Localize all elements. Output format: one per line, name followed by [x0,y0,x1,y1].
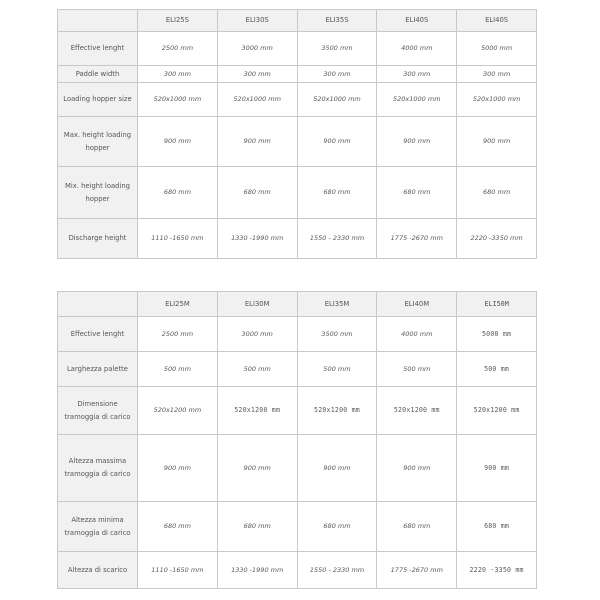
table-cell: 680 mm [457,502,537,552]
table-cell: 520x1000 mm [457,83,537,117]
spec-table-m-series [57,291,537,589]
table-row [58,317,537,352]
table-cell: 500 mm [377,352,457,387]
table-row [58,66,537,83]
table-row [58,435,537,502]
row-label: Discharge height [58,219,138,259]
table-cell: 520x1000 mm [297,83,377,117]
table-cell: 1775 -2670 mm [377,552,457,589]
row-label: Altezza minima tramoggia di carico [58,502,138,552]
column-header: ELI30S [217,10,297,32]
row-label: Effective lenght [58,317,138,352]
row-label: Paddle width [58,66,138,83]
row-label: Loading hopper size [58,83,138,117]
table-cell: 900 mm [138,435,218,502]
table-cell: 3500 mm [297,317,377,352]
column-header: ELI50M [457,292,537,317]
table-cell: 900 mm [297,117,377,167]
table-cell: 2500 mm [138,32,218,66]
table-cell: 680 mm [297,167,377,219]
table-cell: 300 mm [377,66,457,83]
table-row [58,352,537,387]
table-cell: 3500 mm [297,32,377,66]
table-cell: 5000 mm [457,32,537,66]
table-cell: 900 mm [377,117,457,167]
row-label: Dimensione tramoggia di carico [58,387,138,435]
table-cell: 680 mm [138,502,218,552]
table-cell: 500 mm [138,352,218,387]
header-corner-cell [58,292,138,317]
table-row [58,83,537,117]
table-cell: 680 mm [377,502,457,552]
column-header: ELI40S [377,10,457,32]
table-cell: 2220 -3350 mm [457,219,537,259]
table-cell: 5000 mm [457,317,537,352]
table-cell: 680 mm [457,167,537,219]
table-cell: 1110 -1650 mm [138,552,218,589]
table-row [58,32,537,66]
table-row [58,552,537,589]
table-cell: 680 mm [217,502,297,552]
column-header: ELI40S [457,10,537,32]
table-cell: 3000 mm [217,317,297,352]
table-cell: 520x1000 mm [217,83,297,117]
table-header-row [58,292,537,317]
table-cell: 1550 - 2330 mm [297,219,377,259]
table-cell: 2220 -3350 mm [457,552,537,589]
table-cell: 520x1200 mm [457,387,537,435]
table-row [58,167,537,219]
table-cell: 680 mm [297,502,377,552]
row-label: Mix. height loading hopper [58,167,138,219]
table-cell: 1330 -1990 mm [217,552,297,589]
table-cell: 900 mm [377,435,457,502]
row-label: Effective lenght [58,32,138,66]
table-cell: 520x1200 mm [377,387,457,435]
row-label: Altezza di scarico [58,552,138,589]
table-cell: 900 mm [457,435,537,502]
table-cell: 1550 - 2330 mm [297,552,377,589]
spec-table-s-series [57,9,537,259]
table-cell: 500 mm [457,352,537,387]
table-header-row [58,10,537,32]
table-cell: 520x1000 mm [377,83,457,117]
column-header: ELI35M [297,292,377,317]
row-label: Larghezza palette [58,352,138,387]
table-cell: 1775 -2670 mm [377,219,457,259]
table-cell: 300 mm [297,66,377,83]
row-label: Max. height loading hopper [58,117,138,167]
table-cell: 900 mm [297,435,377,502]
table-row [58,117,537,167]
table-cell: 4000 mm [377,317,457,352]
table-cell: 300 mm [217,66,297,83]
column-header: ELI25M [138,292,218,317]
table-cell: 680 mm [377,167,457,219]
table-cell: 900 mm [457,117,537,167]
table-cell: 300 mm [138,66,218,83]
table-cell: 500 mm [297,352,377,387]
table-cell: 4000 mm [377,32,457,66]
table-cell: 1330 -1990 mm [217,219,297,259]
table-cell: 3000 mm [217,32,297,66]
table-cell: 900 mm [217,117,297,167]
table-row [58,219,537,259]
table-cell: 900 mm [217,435,297,502]
column-header: ELI40M [377,292,457,317]
table-cell: 680 mm [138,167,218,219]
table-cell: 680 mm [217,167,297,219]
table-cell: 1110 -1650 mm [138,219,218,259]
table-row [58,502,537,552]
table-row [58,387,537,435]
table-cell: 500 mm [217,352,297,387]
column-header: ELI35S [297,10,377,32]
table-cell: 900 mm [138,117,218,167]
column-header: ELI25S [138,10,218,32]
row-label: Altezza massima tramoggia di carico [58,435,138,502]
header-corner-cell [58,10,138,32]
table-cell: 2500 mm [138,317,218,352]
table-cell: 300 mm [457,66,537,83]
table-cell: 520x1200 mm [297,387,377,435]
table-cell: 520x1200 mm [217,387,297,435]
table-cell: 520x1000 mm [138,83,218,117]
column-header: ELI30M [217,292,297,317]
table-cell: 520x1200 mm [138,387,218,435]
